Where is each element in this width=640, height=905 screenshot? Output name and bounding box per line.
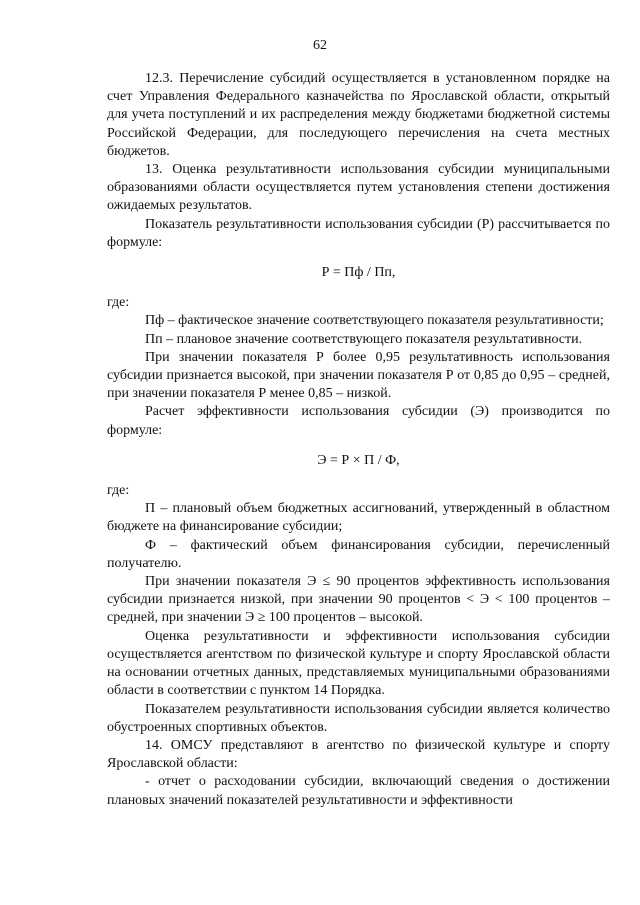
formula-efficiency: Э = Р × П / Ф, (317, 452, 400, 468)
paragraph-efficiency-thresholds: При значении показателя Э ≤ 90 процентов эффективность использования субсидии признается низкой, при значении 90 процентов < Э < 100 процентов – средней, при значении Э ≥ 100 процентов – высокой. (107, 574, 610, 626)
paragraph-efficiency-intro: Расчет эффективности использования субсидии (Э) производится по формуле: (107, 404, 610, 438)
paragraph-report-item: - отчет о расходовании субсидии, включающий сведения о достижении плановых значений показателей результативности и эффективности (107, 774, 610, 808)
definition-p: П – плановый объем бюджетных ассигнований, утвержденный в областном бюджете на финансирование субсидии; (107, 501, 610, 535)
document-body (107, 70, 610, 810)
spacer (107, 470, 610, 482)
paragraph-14: 14. ОМСУ представляют в агентство по физической культуре и спорту Ярославской области: (107, 737, 610, 772)
spacer (107, 282, 610, 294)
paragraph-assessment: Оценка результативности и эффективности использования субсидии осуществляется агентством по физической культуре и спорту Ярославской области на основании отчетных данных, представляемых муниципальными образованиями области в соответствии с пунктом 14 Порядка. (107, 628, 610, 699)
definition-pf: Пф – фактическое значение соответствующего показателя результативности; (145, 313, 604, 329)
paragraph-13: 13. Оценка результативности использования субсидии муниципальными образованиями области осуществляется путем установления степени достижения ожидаемых результатов. (107, 162, 610, 214)
paragraph-result-thresholds: При значении показателя Р более 0,95 результативность использования субсидии признается высокой, при значении показателя Р от 0,85 до 0,95 – средней, при значении показателя Р менее 0,85 – низкой. (107, 349, 610, 402)
paragraph-indicator-p: Показатель результативности использования субсидии (Р) рассчитывается по формуле: (107, 216, 610, 250)
formula-result: Р = Пф / Пп, (321, 265, 396, 281)
spacer (107, 440, 610, 452)
where-label: где: (107, 483, 130, 499)
where-label: где: (107, 295, 130, 311)
paragraph-indicator-definition: Показателем результативности использования субсидии является количество обустроенных спортивных объектов. (107, 701, 610, 735)
spacer (107, 252, 610, 264)
definition-f: Ф – фактический объем финансирования субсидии, перечисленный получателю. (107, 537, 610, 571)
definition-pp: Пп – плановое значение соответствующего показателя результативности. (145, 331, 583, 347)
page-number: 62 (313, 38, 327, 53)
paragraph-12-3: 12.3. Перечисление субсидий осуществляется в установленном порядке на счет Управления Федерального казначейства по Ярославской области, открытый для учета поступлений и их распределения между бюджетами бюджетной системы Российской Федерации, для последующего перечисления на счета местных бюджетов. (107, 71, 610, 159)
